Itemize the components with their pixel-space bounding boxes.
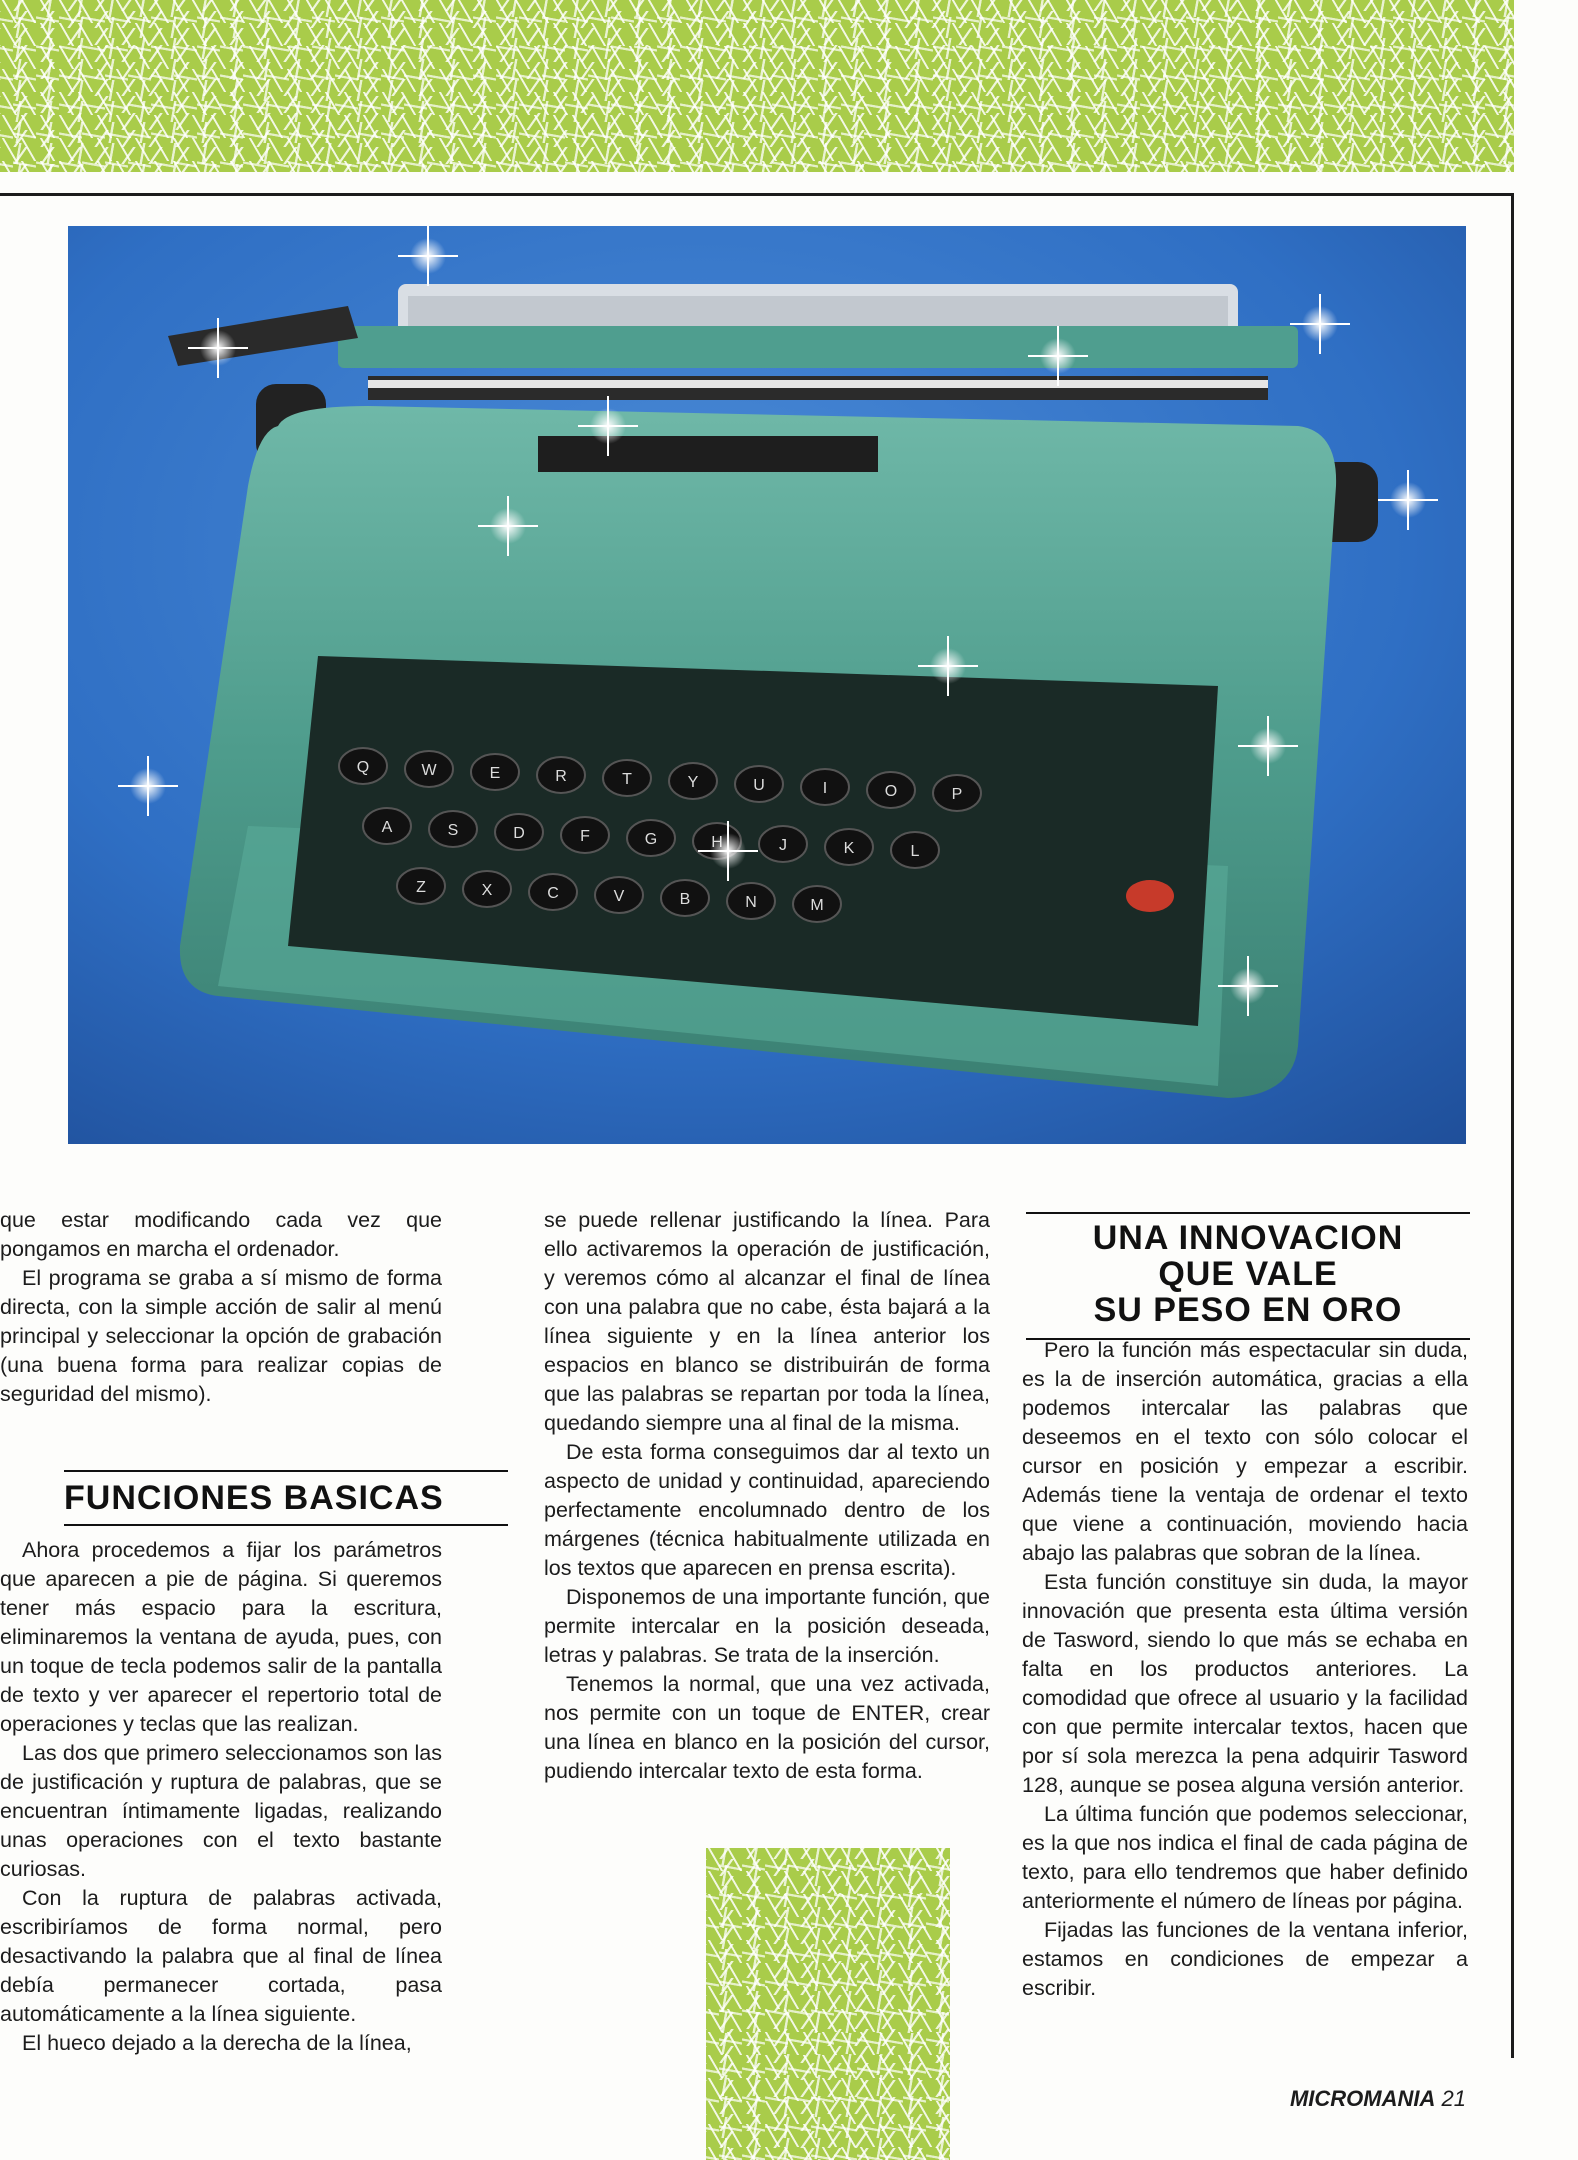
key-label: T <box>622 771 632 788</box>
section-heading-innovacion <box>1026 1212 1470 1340</box>
heading-line: QUE VALE <box>1158 1255 1338 1293</box>
key-label: R <box>555 768 567 785</box>
key-label: K <box>843 840 855 857</box>
key-label: F <box>580 828 590 845</box>
paragraph: Tenemos la normal, que una vez activada, nos permite con un toque de ENTER, crear una línea en blanco en la posición del cursor, pudiendo intercalar texto de esta forma. <box>544 1672 990 1783</box>
paragraph: que estar modificando cada vez que pongamos en marcha el ordenador. <box>0 1208 442 1261</box>
paragraph: El programa se graba a sí mismo de forma directa, con la simple acción de salir al menú principal y seleccionar la opción de grabación (una buena forma para realizar copias de seguridad del mismo). <box>0 1266 442 1406</box>
key-label: G <box>644 831 658 848</box>
heading-line: UNA INNOVACION <box>1092 1219 1404 1257</box>
page-footer <box>1290 2086 1466 2112</box>
column-2 <box>544 1206 990 1786</box>
red-typewriter-key <box>1126 880 1174 912</box>
page-number: 21 <box>1441 2086 1466 2111</box>
paragraph: Ahora procedemos a fijar los parámetros que aparecen a pie de página. Si queremos tener más espacio para la escritura, eliminaremos la ventana de ayuda, pues, con un toque de tecla podemos salir de la pantalla de texto y ver aparecer el repertorio total de operaciones y teclas que las realizan. <box>0 1538 442 1736</box>
key-label: L <box>910 843 920 860</box>
key-label: S <box>447 822 459 839</box>
paragraph: Pero la función más espectacular sin duda, es la de inserción automática, gracias a ella podemos intercalar las palabras que deseemos en el texto con sólo colocar el cursor en posición y empezar a escribir. Además tiene la ventaja de ordenar el texto que viene a continuación, moviendo hacia abajo las palabras que sobran de la línea. <box>1022 1338 1468 1565</box>
paragraph: De esta forma conseguimos dar al texto un aspecto de unidad y continuidad, apareciendo perfectamente encolumnado dentro de los márgenes (técnica habitualmente utilizada en los textos que aparecen en prensa escrita). <box>544 1440 990 1580</box>
paragraph: Con la ruptura de palabras activada, escribiríamos de forma normal, pero desactivando la palabra que al final de línea debía permanecer cortada, pasa automáticamente a la línea siguiente. <box>0 1886 442 2026</box>
paragraph: Fijadas las funciones de la ventana inferior, estamos en condiciones de empezar a escribir. <box>1022 1918 1468 2000</box>
key-label: Q <box>356 759 370 776</box>
key-label: V <box>613 888 625 905</box>
magazine-name: MICROMANIA <box>1289 2086 1436 2111</box>
paragraph: La última función que podemos seleccionar, es la que nos indica el final de cada página de texto, para ello tendremos que haber definido anteriormente el número de líneas por página. <box>1022 1802 1468 1913</box>
column-1-intro <box>0 1206 442 1409</box>
key-label: Y <box>687 774 699 791</box>
key-label: A <box>381 819 393 836</box>
key-label: I <box>822 780 828 797</box>
section-heading-funciones-basicas: FUNCIONES BASICAS <box>64 1470 508 1526</box>
key-label: M <box>810 897 824 914</box>
key-label: C <box>547 885 559 902</box>
key-label: W <box>421 762 437 779</box>
key-label: D <box>513 825 525 842</box>
key-label: J <box>779 837 787 854</box>
paragraph: Esta función constituye sin duda, la mayor innovación que presenta esta última versión de Tasword, siendo lo que más se echaba en falta en los productos anteriores. La comodidad que ofrece al usuario y la facilidad con que permite intercalar textos, hacen que por sí sola merezca la pena adquirir Tasword 128, aunque se posea alguna versión anterior. <box>1022 1570 1468 1797</box>
key-label: X <box>481 882 493 899</box>
column-1-body <box>0 1536 442 2058</box>
key-label: Z <box>416 879 426 896</box>
key-label: U <box>753 777 765 794</box>
decorative-top-band <box>0 0 1514 172</box>
paragraph: El hueco dejado a la derecha de la línea, <box>22 2031 412 2055</box>
key-label: O <box>884 783 898 800</box>
paragraph: Disponemos de una importante función, que permite intercalar en la posición deseada, letras y palabras. Se trata de la inserción. <box>544 1585 990 1667</box>
key-label: E <box>489 765 501 782</box>
paragraph: se puede rellenar justificando la línea. Para ello activaremos la operación de justificación, y veremos cómo al alcanzar el final de línea con una palabra que no cabe, ésta bajará a la línea siguiente y en la línea anterior los espacios en blanco se distribuirán de forma que las palabras se repartan por toda la línea, quedando siempre una al final de la misma. <box>544 1208 990 1435</box>
key-label: N <box>745 894 757 911</box>
paragraph: Las dos que primero seleccionamos son las de justificación y ruptura de palabras, que se encuentran íntimamente ligadas, realizando unas operaciones con el texto bastante curiosas. <box>0 1741 442 1881</box>
decorative-green-block <box>706 1848 950 2160</box>
top-rule <box>0 193 1514 196</box>
typewriter-photo <box>68 226 1466 1144</box>
heading-line: SU PESO EN ORO <box>1093 1291 1403 1329</box>
key-label: B <box>679 891 691 908</box>
column-3 <box>1022 1336 1468 2003</box>
key-label: P <box>951 786 963 803</box>
right-column-rule <box>1511 193 1514 2058</box>
